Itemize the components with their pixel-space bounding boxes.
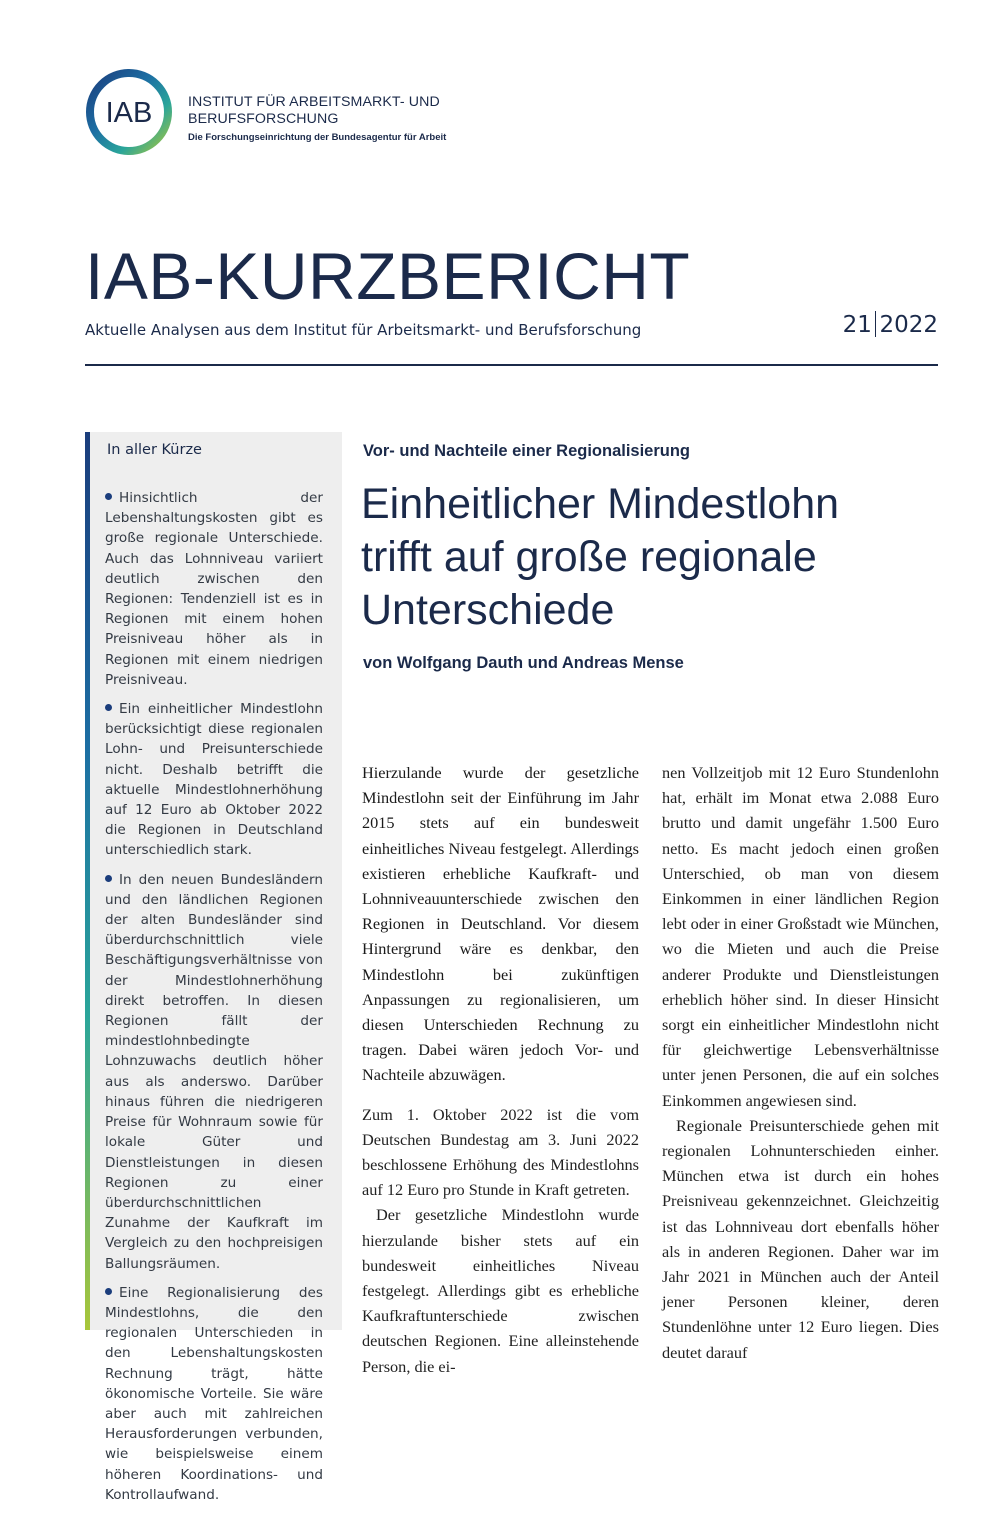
issue-num: 21 xyxy=(842,312,872,338)
summary-item-text: Hinsichtlich der Lebenshaltungskosten gibt es große regionale Unterschiede. Auch das Lohnniveau variiert deutlich zwischen den Regionen: Tendenziell ist es in Regionen mit einem hohen Preisniveau höher als in Regionen mit einem niedrigen Preisniveau. xyxy=(105,490,323,688)
iab-logo xyxy=(85,68,173,156)
header-divider xyxy=(85,364,938,366)
issue-number xyxy=(843,311,938,338)
summary-accent-stripe xyxy=(85,432,90,1330)
institute-name xyxy=(188,94,446,143)
summary-item-text: In den neuen Bundesländern und den ländlichen Regionen der alten Bundesländer sind überdurchschnittlich viele Beschäftigungsverhältnisse von der Mindestlohnerhöhung direkt betroffen. In diesen Regionen fällt der mindestlohnbedingte Lohnzuwachs deutlich höher aus als anderswo. Darüber hinaus führen die niedrigeren Preise für Wohnraum sowie für lokale Güter und Dienstleistungen in diesen Regionen zu einer überdurchschnittlichen Zunahme der Kaufkraft im Vergleich zu den hochpreisigen Ballungsräumen. xyxy=(105,871,323,1272)
publication-subtitle: Aktuelle Analysen aus dem Institut für Arbeitsmarkt- und Berufsforschung xyxy=(85,321,642,339)
summary-item xyxy=(105,1283,323,1505)
summary-item-text: Eine Regionalisierung des Mindestlohns, die den regionalen Unterschieden in den Lebenshaltungskosten Rechnung trägt, hätte ökonomische Vorteile. Sie wäre aber auch mit zahlreichen Herausforderungen verbunden, wie beispielsweise einem höheren Koordinations- und Kontrollaufwand. xyxy=(105,1284,323,1503)
body-paragraph: Der gesetzliche Mindestlohn wurde hierzulande bisher stets auf ein bundesweit einheitliches Niveau festgelegt. Allerdings gibt es erhebliche Kaufkraftunterschiede zwischen deutschen Regionen. Eine alleinstehende Person, die ei- xyxy=(362,1205,639,1376)
lead-paragraph: Hierzulande wurde der gesetzliche Mindestlohn seit der Einführung im Jahr 2015 stets auf ein bundesweit einheitliches Niveau festgelegt. Allerdings existieren erhebliche Kaufkraft- und Lohnniveauunterschiede zwischen den Regionen in Deutschland. Vor diesem Hintergrund wäre es denkbar, den Mindestlohn bei zukünftigen Anpassungen zu regionalisieren, um diesen Unterschieden Rechnung zu tragen. Dabei wären jedoch Vor- und Nachteile abzuwägen. xyxy=(362,763,639,1085)
bullet-icon xyxy=(105,493,112,500)
summary-item xyxy=(105,870,323,1274)
bullet-icon xyxy=(105,875,112,882)
bullet-icon xyxy=(105,704,112,711)
institute-line-2: BERUFSFORSCHUNG xyxy=(188,111,339,127)
body-column-1 xyxy=(362,760,639,1379)
body-paragraph: nen Vollzeitjob mit 12 Euro Stundenlohn hat, erhält im Monat etwa 2.088 Euro brutto und damit ungefähr 1.500 Euro netto. Es macht jedoch einen großen Unterschied, ob man von diesem Einkommen in einer ländlichen Region lebt oder in einer Großstadt wie München, wo die Mieten und auch die Preise anderer Produkte und Dienstleistungen erheblich höher sind. In dieser Hinsicht sorgt ein einheitlicher Mindestlohn nicht für gleichwertige Lebensverhältnisse unter jenen Personen, die auf ein solches Einkommen angewiesen sind. xyxy=(662,763,939,1110)
body-paragraph: Regionale Preisunterschiede gehen mit regionalen Lohnunterschieden einher. München etwa ist durch ein hohes Preisniveau gekennzeichnet. Gleichzeitig ist das Lohnniveau dort ebenfalls höher als in anderen Regionen. Daher war im Jahr 2021 in München auch der Anteil jener Personen kleiner, deren Stundenlöhne unter 12 Euro liegen. Dies deutet darauf xyxy=(662,1115,939,1362)
institute-line-1: INSTITUT FÜR ARBEITSMARKT- UND xyxy=(188,94,440,110)
summary-item xyxy=(105,488,323,690)
issue-year: 2022 xyxy=(879,312,938,338)
article-headline: Einheitlicher Mindestlohn trifft auf große regionale Unterschiede xyxy=(361,480,840,634)
summary-item xyxy=(105,699,323,861)
summary-item-text: Ein einheitlicher Mindestlohn berücksichtigt diese regionalen Lohn- und Preisunterschiede nicht. Deshalb betrifft die aktuelle Mindestlohnerhöhung auf 12 Euro ab Oktober 2022 die Regionen in Deutschland unterschiedlich stark. xyxy=(105,701,323,859)
article-authors: von Wolfgang Dauth und Andreas Mense xyxy=(363,654,684,672)
publication-title: IAB-KURZBERICHT xyxy=(85,239,691,313)
bullet-icon xyxy=(105,1288,112,1295)
article-kicker: Vor- und Nachteile einer Regionalisierung xyxy=(363,442,691,460)
logo-text: IAB xyxy=(105,97,153,129)
institute-tagline: Die Forschungseinrichtung der Bundesagentur für Arbeit xyxy=(188,132,447,143)
body-column-2 xyxy=(662,760,939,1365)
body-paragraph: Zum 1. Oktober 2022 ist die vom Deutschen Bundestag am 3. Juni 2022 beschlossene Erhöhung des Mindestlohns auf 12 Euro pro Stunde in Kraft getreten. xyxy=(362,1104,639,1200)
summary-title: In aller Kürze xyxy=(107,442,202,458)
summary-list xyxy=(105,488,323,1514)
issue-divider xyxy=(875,311,877,337)
summary-box xyxy=(85,432,342,1503)
